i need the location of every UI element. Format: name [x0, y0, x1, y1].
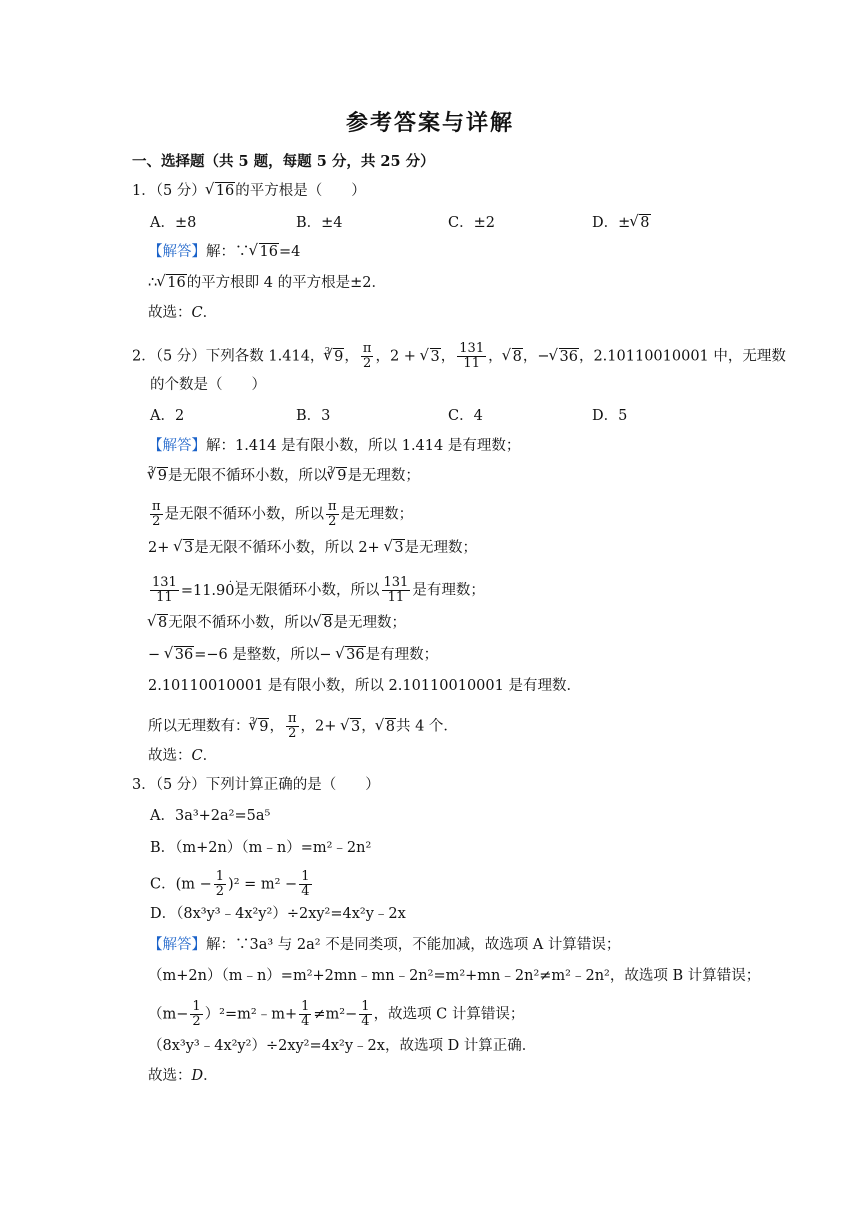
sqrt-symbol: √ 36 [165, 645, 194, 665]
q2-answer-line1: 【解答】解：1.414 是有限小数，所以 1.414 是有理数； [148, 438, 521, 454]
sqrt-symbol: √ 36 [336, 645, 365, 665]
q2-option-d: D．5 [592, 408, 628, 424]
sqrt-symbol: √ 8 [313, 613, 333, 633]
sqrt-symbol: √ 3 [421, 347, 441, 367]
q3-option-c: C．(m − $\frac{1}{2}$ )² = m² − $\frac{1}{4}$ [150, 869, 310, 899]
q2-answer-line9: 所以无理数有：$^3$√ 9， $\frac{\pi}{2}$ ，2+ √ 3，√ 8共 4 个． [148, 712, 458, 741]
fraction: $\frac{\pi}{2}$ [287, 711, 297, 741]
answer-tag: 【解答】 [148, 937, 206, 953]
root-index: 3 [324, 346, 331, 357]
answer-tag: 【解答】 [148, 244, 206, 260]
q2-answer-line3: $\frac{\pi}{2}$ 是无限不循环小数，所以 $\frac{\pi}{2}$ 是无理数； [152, 499, 414, 529]
q2-stem: 2．（5 分）下列各数 1.414，$^3$√ 9， $\frac{\pi}{2}$ ，2 + √ 3， $\frac{131}{11}$ ，√ 8，−√ 36，2.10110010001 中，无理数 [132, 342, 786, 371]
sqrt-symbol: √ 3 [174, 538, 194, 558]
sqrt-symbol: √ 16 [250, 242, 279, 262]
q3-answer-line4: （8x³y³﹣4x²y²）÷2xy²=4x²y﹣2x，故选项 D 计算正确． [148, 1038, 537, 1054]
q2-answer-line7: − √ 36=−6 是整数，所以− √ 36是有理数； [148, 645, 438, 665]
q3-answer-line1: 【解答】解：∵3a³ 与 2a² 不是同类项，不能加减，故选项 A 计算错误； [148, 937, 621, 953]
q1-option-b: B．±4 [296, 215, 343, 231]
q3-choice: 故选：D． [148, 1068, 218, 1084]
q2-choice: 故选：C． [148, 748, 218, 764]
fraction: $\frac{131}{11}$ [152, 575, 177, 605]
sqrt-symbol: √ 3 [341, 717, 361, 737]
sqrt-symbol: √ 8 [630, 213, 650, 233]
sqrt-symbol: √ 8 [148, 613, 168, 633]
sqrt-symbol: √ 3 [384, 538, 404, 558]
q2-stem-line2: 的个数是（ ） [150, 377, 266, 393]
q1-answer-line1: 【解答】解：∵√ 16=4 [148, 242, 300, 262]
q2-option-c: C．4 [448, 408, 483, 424]
fraction: $\frac{1}{4}$ [361, 999, 370, 1029]
fraction: $\frac{131}{11}$ [459, 341, 485, 371]
sqrt-symbol: √ 16 [157, 273, 186, 293]
answer-tag: 【解答】 [148, 438, 206, 454]
q1-choice: 故选：C． [148, 305, 218, 321]
root-index: 3 [148, 466, 154, 476]
sqrt-symbol: √ 16 [206, 181, 235, 201]
q1-stem: 1．（5 分）√ 16的平方根是（ ） [132, 181, 366, 201]
q3-answer-line2: （m+2n）（m﹣n）=m²+2mn﹣mn﹣2n²=m²+mn﹣2n²≠m²﹣2n²，故选项 B 计算错误； [148, 968, 761, 984]
q1-option-c: C．±2 [448, 215, 495, 231]
sqrt-symbol: √ 9 [148, 466, 168, 486]
fraction: $\frac{1}{2}$ [215, 869, 225, 899]
fraction: $\frac{1}{4}$ [301, 999, 310, 1029]
q1-option-a: A．±8 [150, 215, 197, 231]
sqrt-symbol: √ 9 [327, 466, 347, 486]
q3-answer-line3: （m− $\frac{1}{2}$ ）²=m²﹣m+ $\frac{1}{4}$ ≠m²− $\frac{1}{4}$ ，故选项 C 计算错误； [148, 999, 525, 1029]
fraction: $\frac{1}{2}$ [192, 999, 201, 1029]
q2-answer-line2: $^3$√ 9是无限不循环小数，所以$^3$√ 9是无理数； [148, 466, 420, 488]
q2-answer-line5: $\frac{131}{11}$ =11.90 · · 是无限循环小数，所以 $\frac{131}{11}$ 是有理数； [148, 576, 485, 605]
q2-answer-line8: 2.10110010001 是有限小数，所以 2.10110010001 是有理数． [148, 678, 581, 694]
q2-option-a: A．2 [150, 408, 185, 424]
sqrt-symbol: √ 8 [376, 717, 396, 737]
q2-answer-line4: 2+ √ 3是无限不循环小数，所以 2+ √ 3是无理数； [148, 538, 477, 558]
q3-option-b: B．（m+2n）（m﹣n）=m²﹣2n² [150, 840, 372, 856]
sqrt-symbol: √ 8 [503, 347, 523, 367]
q2-option-b: B．3 [296, 408, 331, 424]
q3-option-a: A．3a³+2a²=5a⁵ [150, 808, 271, 824]
sqrt-symbol: √ 9 [249, 717, 269, 737]
fraction: $\frac{\pi}{2}$ [152, 499, 161, 529]
root-index: 3 [327, 466, 334, 476]
fraction: $\frac{131}{11}$ [383, 575, 409, 605]
fraction: $\frac{\pi}{2}$ [328, 499, 337, 529]
sqrt-symbol: √ 36 [550, 347, 579, 367]
q3-option-d: D．（8x³y³﹣4x²y²）÷2xy²=4x²y﹣2x [150, 906, 406, 922]
q1-option-d: D．±√ 8 [592, 213, 651, 233]
q1-answer-line2: ∴√ 16的平方根即 4 的平方根是±2． [148, 273, 386, 293]
fraction: $\frac{\pi}{2}$ [362, 341, 372, 371]
repeating-dots: · · [228, 576, 239, 588]
q3-stem: 3．（5 分）下列计算正确的是（ ） [132, 777, 380, 793]
fraction: $\frac{1}{4}$ [301, 869, 310, 899]
q2-answer-line6: √ 8无限不循环小数，所以√ 8是无理数； [148, 613, 406, 633]
root-index: 3 [249, 716, 256, 727]
sqrt-symbol: √ 9 [324, 347, 344, 367]
section-heading: 一、选择题（共 5 题，每题 5 分，共 25 分） [132, 153, 435, 170]
page-title: 参考答案与详解 [345, 110, 514, 136]
